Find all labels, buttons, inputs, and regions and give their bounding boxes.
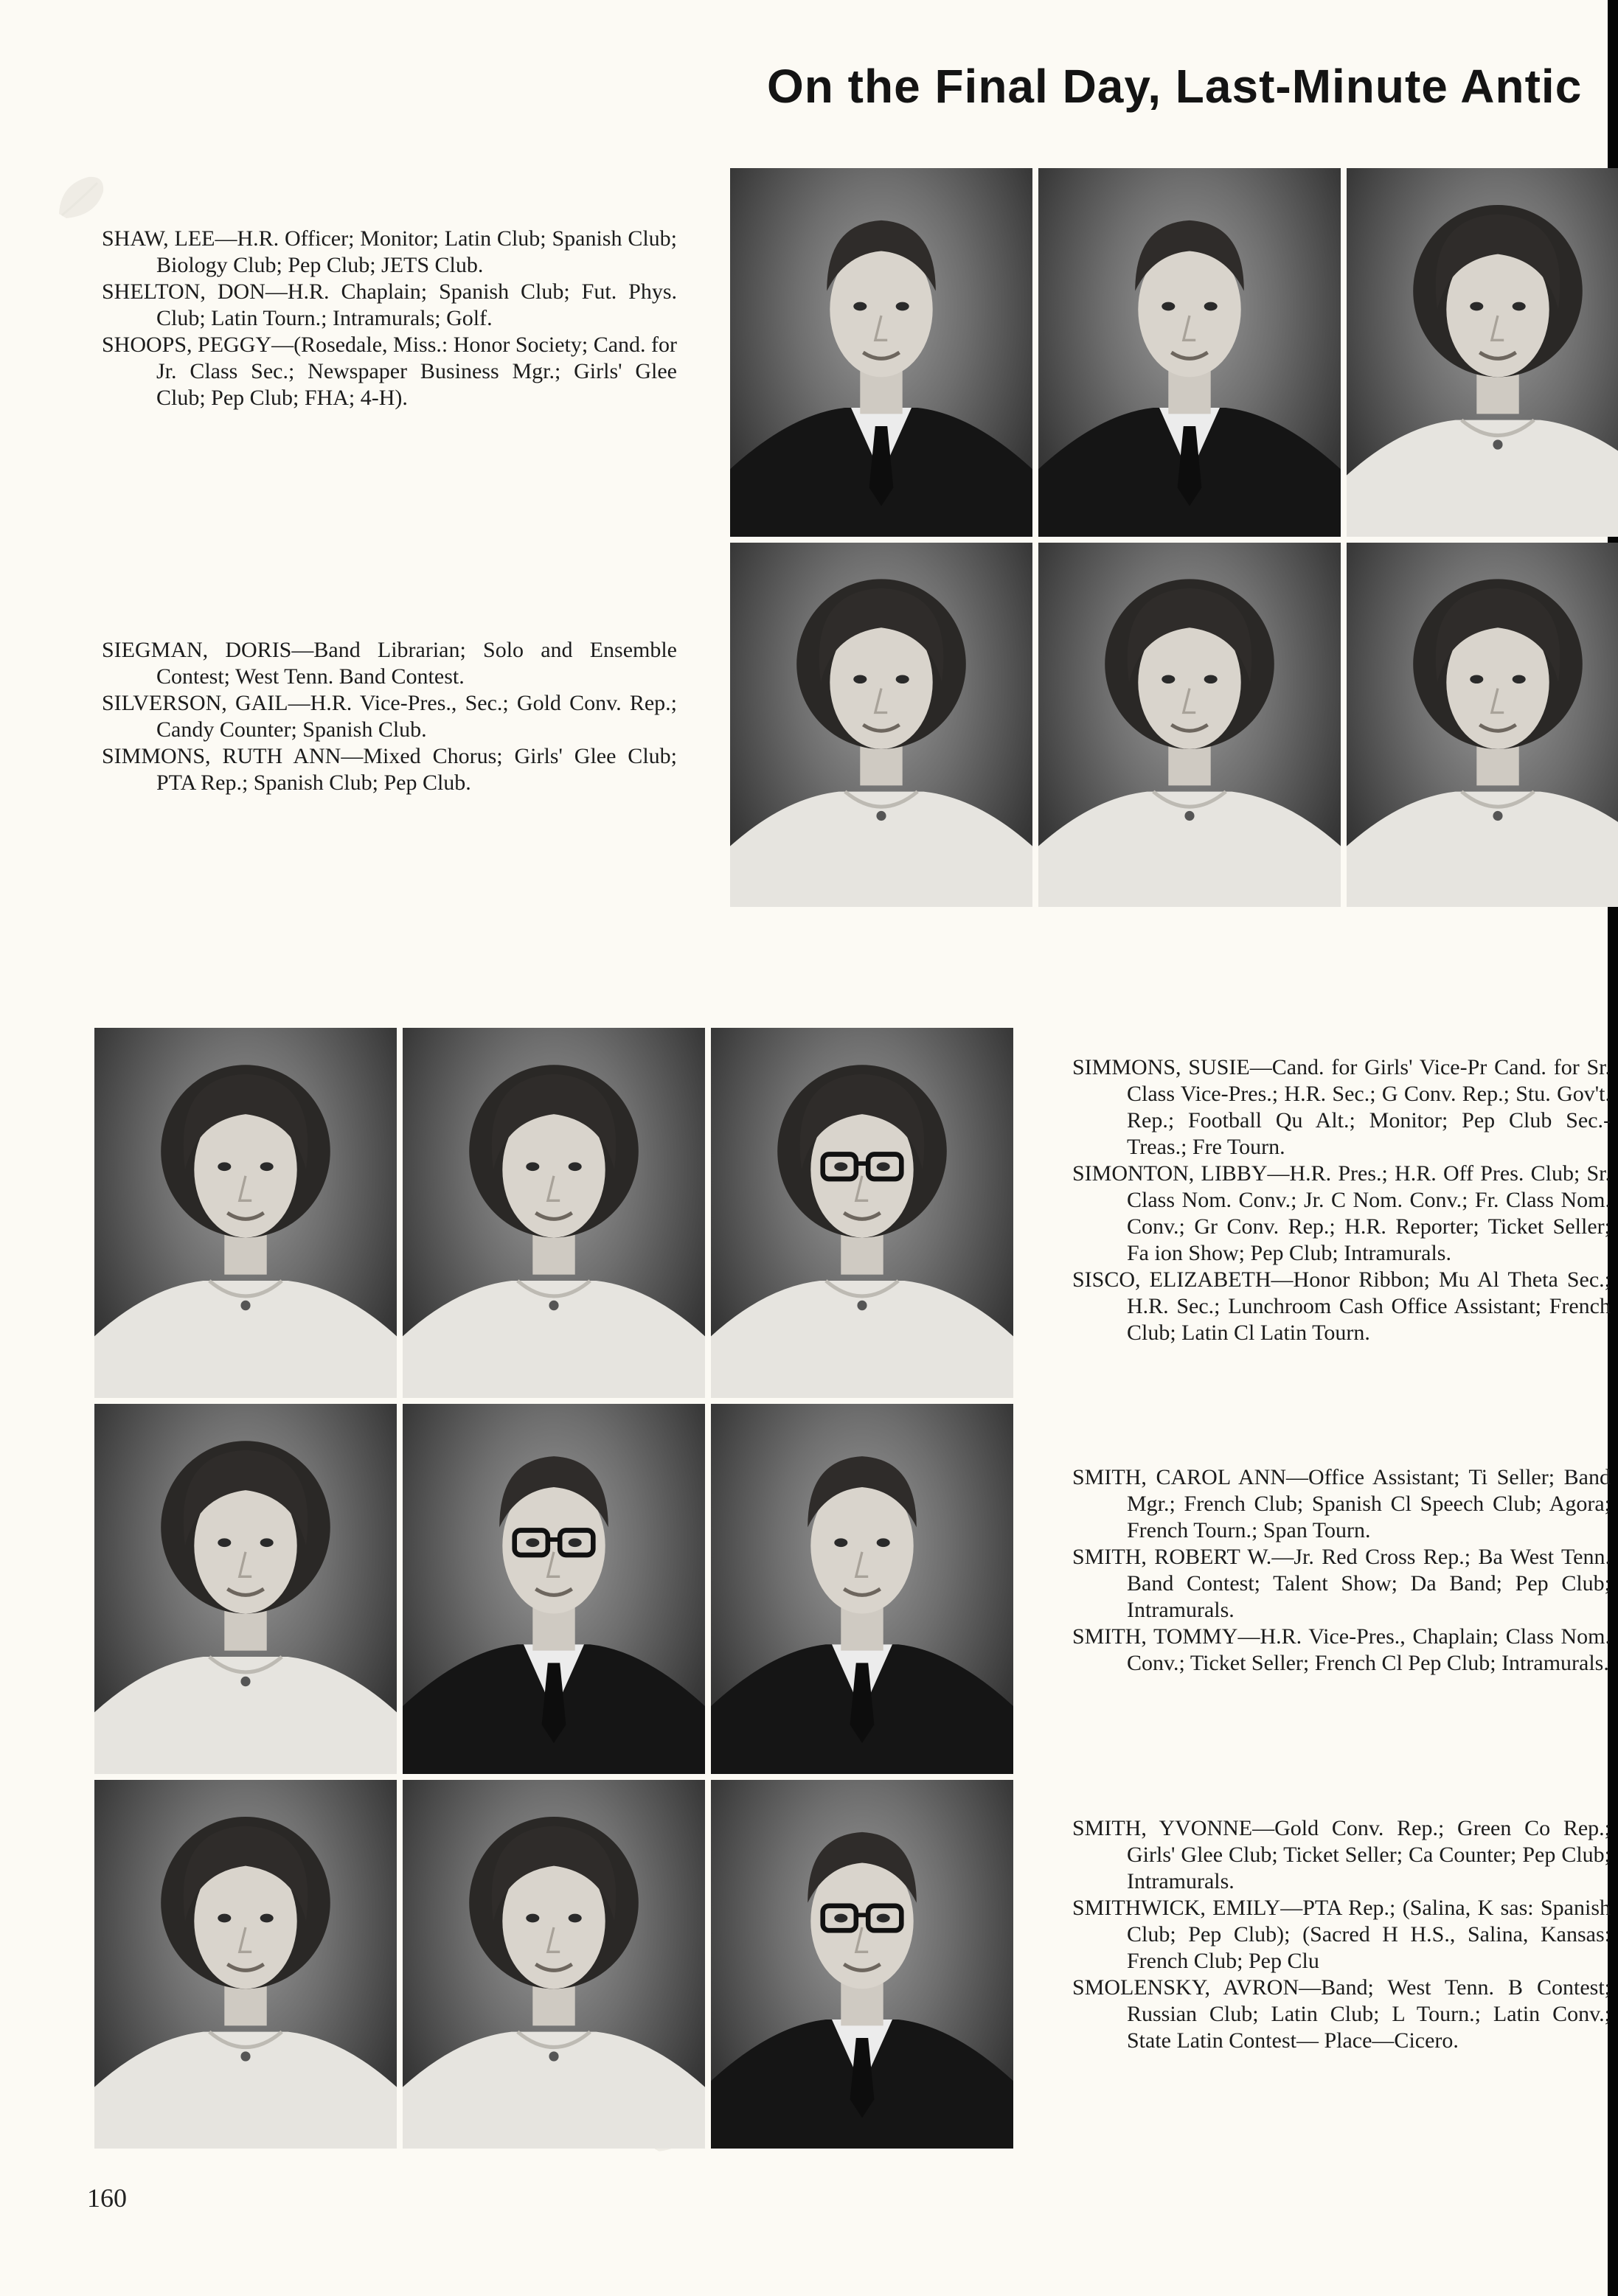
senior-activities: —H.R. Vice-Pres., Chaplain; Class Nom. Conv.; Ticket Seller; French Cl Pep Club; Intramurals. bbox=[1127, 1624, 1611, 1675]
senior-name: SMITHWICK, EMILY bbox=[1072, 1896, 1281, 1920]
senior-name: SIMONTON, LIBBY bbox=[1072, 1161, 1268, 1186]
senior-portrait-photo bbox=[1038, 168, 1341, 537]
page-title: On the Final Day, Last-Minute Antic bbox=[767, 60, 1583, 113]
senior-name: SMOLENSKY, AVRON bbox=[1072, 1975, 1299, 2000]
portrait-grid-top bbox=[730, 168, 1618, 907]
senior-name: SMITH, CAROL ANN bbox=[1072, 1465, 1287, 1489]
senior-entry bbox=[1072, 1624, 1611, 1677]
senior-bio-block bbox=[1072, 1464, 1611, 1677]
senior-entry bbox=[1072, 1544, 1611, 1624]
senior-activities: —H.R. Vice-Pres., Sec.; Gold Conv. Rep.; Candy Counter; Spanish Club. bbox=[156, 691, 677, 742]
senior-name: SHAW, LEE bbox=[102, 226, 215, 251]
senior-activities: —Mixed Chorus; Girls' Glee Club; PTA Rep.; Spanish Club; Pep Club. bbox=[156, 744, 677, 795]
senior-entry bbox=[102, 637, 677, 690]
senior-portrait-photo bbox=[711, 1404, 1013, 1774]
senior-name: SIMMONS, RUTH ANN bbox=[102, 744, 341, 768]
senior-portrait-photo bbox=[403, 1404, 705, 1774]
senior-entry bbox=[1072, 1054, 1611, 1161]
senior-entry bbox=[102, 279, 677, 332]
senior-portrait-photo bbox=[711, 1028, 1013, 1398]
senior-name: SHOOPS, PEGGY bbox=[102, 333, 272, 357]
senior-entry bbox=[1072, 1267, 1611, 1346]
senior-entry bbox=[102, 690, 677, 743]
senior-name: SMITH, TOMMY bbox=[1072, 1624, 1238, 1649]
senior-bio-block bbox=[102, 637, 677, 796]
senior-activities: —Honor Ribbon; Mu Al Theta Sec.; H.R. Sec.; Lunchroom Cash Office Assistant; French Club; Latin Cl Latin Tourn. bbox=[1127, 1267, 1611, 1345]
senior-activities: —(Rosedale, Miss.: Honor Society; Cand. for Jr. Class Sec.; Newspaper Business Mgr.; Girls' Glee Club; Pep Club; FHA; 4-H). bbox=[156, 333, 677, 410]
senior-portrait-photo bbox=[94, 1028, 397, 1398]
senior-portrait-photo bbox=[1038, 543, 1341, 907]
senior-activities: —Cand. for Girls' Vice-Pr Cand. for Sr. Class Vice-Pres.; H.R. Sec.; G Conv. Rep.; Stu. Gov't. Rep.; Football Qu Alt.; Monitor; Pep Club Sec.-Treas.; Fre Tourn. bbox=[1127, 1055, 1611, 1159]
senior-name: SMITH, YVONNE bbox=[1072, 1816, 1253, 1840]
senior-portrait-photo bbox=[1347, 543, 1618, 907]
senior-entry bbox=[1072, 1815, 1611, 1895]
leaf-watermark-icon bbox=[52, 170, 111, 229]
senior-activities: —Gold Conv. Rep.; Green Co Rep.; Girls' Glee Club; Ticket Seller; Ca Counter; Pep Club; Intramurals. bbox=[1127, 1816, 1611, 1893]
senior-bio-block bbox=[1072, 1054, 1611, 1346]
senior-entry bbox=[1072, 1895, 1611, 1975]
senior-name: SIEGMAN, DORIS bbox=[102, 638, 292, 662]
senior-name: SMITH, ROBERT W. bbox=[1072, 1545, 1272, 1569]
senior-portrait-photo bbox=[730, 543, 1032, 907]
senior-name: SILVERSON, GAIL bbox=[102, 691, 288, 715]
senior-portrait-photo bbox=[403, 1028, 705, 1398]
senior-name: SIMMONS, SUSIE bbox=[1072, 1055, 1250, 1079]
senior-portrait-photo bbox=[94, 1404, 397, 1774]
senior-portrait-photo bbox=[730, 168, 1032, 537]
senior-bio-block bbox=[1072, 1815, 1611, 2054]
senior-entry bbox=[102, 743, 677, 796]
senior-entry bbox=[102, 226, 677, 279]
senior-bio-block bbox=[102, 226, 677, 411]
senior-portrait-photo bbox=[94, 1780, 397, 2149]
senior-activities: —Office Assistant; Ti Seller; Band Mgr.; French Club; Spanish Cl Speech Club; Agora; French Tourn.; Span Tourn. bbox=[1127, 1465, 1611, 1542]
senior-activities: —H.R. Chaplain; Spanish Club; Fut. Phys. Club; Latin Tourn.; Intramurals; Golf. bbox=[156, 279, 678, 330]
senior-activities: —Band; West Tenn. B Contest; Russian Club; Latin Club; L Tourn.; Latin Conv.; State Latin Contest— Place—Cicero. bbox=[1127, 1975, 1611, 2053]
senior-activities: —Band Librarian; Solo and Ensemble Contest; West Tenn. Band Contest. bbox=[156, 638, 678, 689]
senior-name: SISCO, ELIZABETH bbox=[1072, 1267, 1271, 1292]
senior-portrait-photo bbox=[403, 1780, 705, 2149]
senior-activities: —H.R. Officer; Monitor; Latin Club; Spanish Club; Biology Club; Pep Club; JETS Club. bbox=[156, 226, 677, 277]
senior-entry bbox=[1072, 1464, 1611, 1544]
senior-activities: —PTA Rep.; (Salina, K sas: Spanish Club; Pep Club); (Sacred H H.S., Salina, Kansas: French Club; Pep Clu bbox=[1127, 1896, 1611, 1973]
senior-activities: —H.R. Pres.; H.R. Off Pres. Club; Sr. Class Nom. Conv.; Jr. C Nom. Conv.; Fr. Class Nom. Conv.; Gr Conv. Rep.; H.R. Reporter; Ticket Seller; Fa ion Show; Pep Club; Intramurals. bbox=[1127, 1161, 1611, 1265]
senior-entry bbox=[1072, 1161, 1611, 1267]
page-number: 160 bbox=[87, 2183, 127, 2213]
portrait-grid-bottom bbox=[94, 1028, 1012, 2149]
senior-portrait-photo bbox=[1347, 168, 1618, 537]
senior-entry bbox=[1072, 1975, 1611, 2054]
senior-entry bbox=[102, 332, 677, 411]
senior-portrait-photo bbox=[711, 1780, 1013, 2149]
senior-activities: —Jr. Red Cross Rep.; Ba West Tenn. Band Contest; Talent Show; Da Band; Pep Club; Intramurals. bbox=[1127, 1545, 1611, 1622]
senior-name: SHELTON, DON bbox=[102, 279, 265, 304]
